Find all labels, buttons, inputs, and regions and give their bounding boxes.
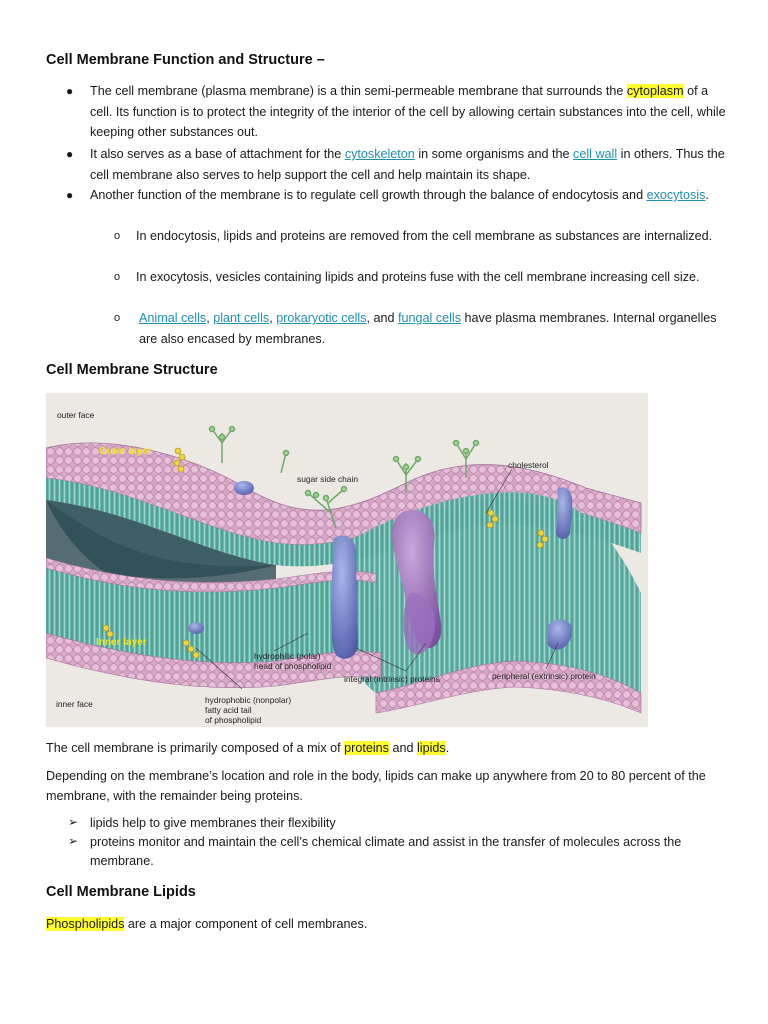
- bullet-text: .: [705, 188, 709, 202]
- label-hydrophobic: [205, 695, 291, 725]
- sub-bullet-endocytosis: In endocytosis, lipids and proteins are removed from the cell membrane as substances are internalized.: [136, 229, 713, 243]
- bullet-dot: ●: [66, 188, 74, 202]
- sub-bullet-cell-types: [139, 308, 727, 349]
- highlight-lipids: lipids: [416, 741, 446, 755]
- label-line: head of phospholipid: [254, 661, 332, 671]
- arrow-bullet-mark: ➢: [68, 815, 79, 829]
- label-line: of phospholipid: [205, 715, 262, 725]
- label-inner-face: inner face: [56, 699, 93, 709]
- label-sugar-side-chain: sugar side chain: [297, 474, 358, 484]
- sub-bullet-mark: o: [114, 312, 121, 324]
- bullet-dot: ●: [66, 84, 74, 98]
- link-animal-cells[interactable]: Animal cells: [139, 311, 207, 325]
- arrow-item-proteins: proteins monitor and maintain the cell’s chemical climate and assist in the transfer of molecules across the membrane.: [90, 835, 682, 868]
- label-line: fatty acid tail: [205, 705, 252, 715]
- link-cytoskeleton[interactable]: cytoskeleton: [344, 147, 415, 161]
- section-heading-structure: Cell Membrane Structure: [46, 362, 218, 378]
- label-line: hydrophilic (polar): [254, 651, 321, 661]
- paragraph-text: are a major component of cell membranes.: [127, 917, 368, 931]
- label-integral-proteins: integral (intrinsic) proteins: [344, 674, 440, 684]
- link-fungal-cells[interactable]: fungal cells: [398, 311, 462, 325]
- sub-bullet-mark: o: [114, 271, 121, 283]
- bullet-text: The cell membrane (plasma membrane) is a thin semi-permeable membrane that surrounds the: [90, 84, 624, 98]
- link-prokaryotic-cells[interactable]: prokaryotic cells: [276, 311, 367, 325]
- label-peripheral-protein: peripheral (extrinsic) protein: [492, 671, 596, 681]
- bullet-dot: ●: [66, 147, 74, 161]
- bullet-text: It also serves as a base of attachment for the: [90, 147, 342, 161]
- cell-membrane-diagram: [46, 393, 648, 727]
- arrow-bullet-mark: ➢: [68, 834, 79, 848]
- link-plant-cells[interactable]: plant cells: [213, 311, 270, 325]
- sub-bullet-text: have plasma membranes. Internal organelles are also encased by membranes.: [139, 311, 717, 346]
- paragraph-text: and: [392, 741, 414, 755]
- label-inner-layer: Inner layer: [96, 637, 147, 648]
- separator: ,: [269, 311, 273, 325]
- bullet-item-cytoplasm: [90, 81, 730, 143]
- highlight-phospholipids: Phospholipids: [46, 917, 125, 931]
- paragraph-text: .: [445, 741, 450, 755]
- highlight-cytoplasm: cytoplasm: [626, 84, 684, 98]
- paragraph-composition: [46, 739, 726, 759]
- label-cholesterol: cholesterol: [508, 460, 549, 470]
- paragraph-lipid-percentage: Depending on the membrane’s location and role in the body, lipids can make up anywhere from 20 to 80 percent of the membrane, with the remainder being proteins.: [46, 769, 706, 803]
- bullet-text: in others. Thus the cell membrane also serves to help support the cell and help maintain its shape.: [90, 147, 725, 182]
- separator: , and: [366, 311, 395, 325]
- arrow-item-lipids: lipids help to give membranes their flexibility: [90, 816, 336, 830]
- label-line: hydrophobic (nonpolar): [205, 695, 292, 705]
- sub-bullet-exocytosis: In exocytosis, vesicles containing lipids and proteins fuse with the cell membrane increasing cell size.: [136, 270, 700, 284]
- link-exocytosis[interactable]: exocytosis: [646, 188, 706, 202]
- page-title: Cell Membrane Function and Structure –: [46, 52, 325, 68]
- link-cell-wall[interactable]: cell wall: [573, 147, 618, 161]
- bullet-text: of a cell. Its function is to protect the integrity of the interior of the cell by allowing certain substances into the cell, while keeping other substances out.: [90, 84, 726, 140]
- label-hydrophilic: [254, 651, 331, 671]
- bullet-item-cytoskeleton: [90, 144, 730, 185]
- bullet-item-exocytosis: [90, 185, 730, 206]
- paragraph-phospholipids: [46, 915, 726, 935]
- separator: ,: [206, 311, 210, 325]
- highlight-proteins: proteins: [344, 741, 389, 755]
- section-heading-lipids: Cell Membrane Lipids: [46, 884, 196, 900]
- label-outer-layer: Outer layer: [99, 446, 152, 457]
- bullet-text: Another function of the membrane is to regulate cell growth through the balance of endocytosis and: [90, 188, 644, 202]
- sub-bullet-mark: o: [114, 230, 121, 242]
- paragraph-text: The cell membrane is primarily composed of a mix of: [46, 741, 341, 755]
- bullet-text: in some organisms and the: [418, 147, 570, 161]
- label-outer-face: outer face: [57, 410, 95, 420]
